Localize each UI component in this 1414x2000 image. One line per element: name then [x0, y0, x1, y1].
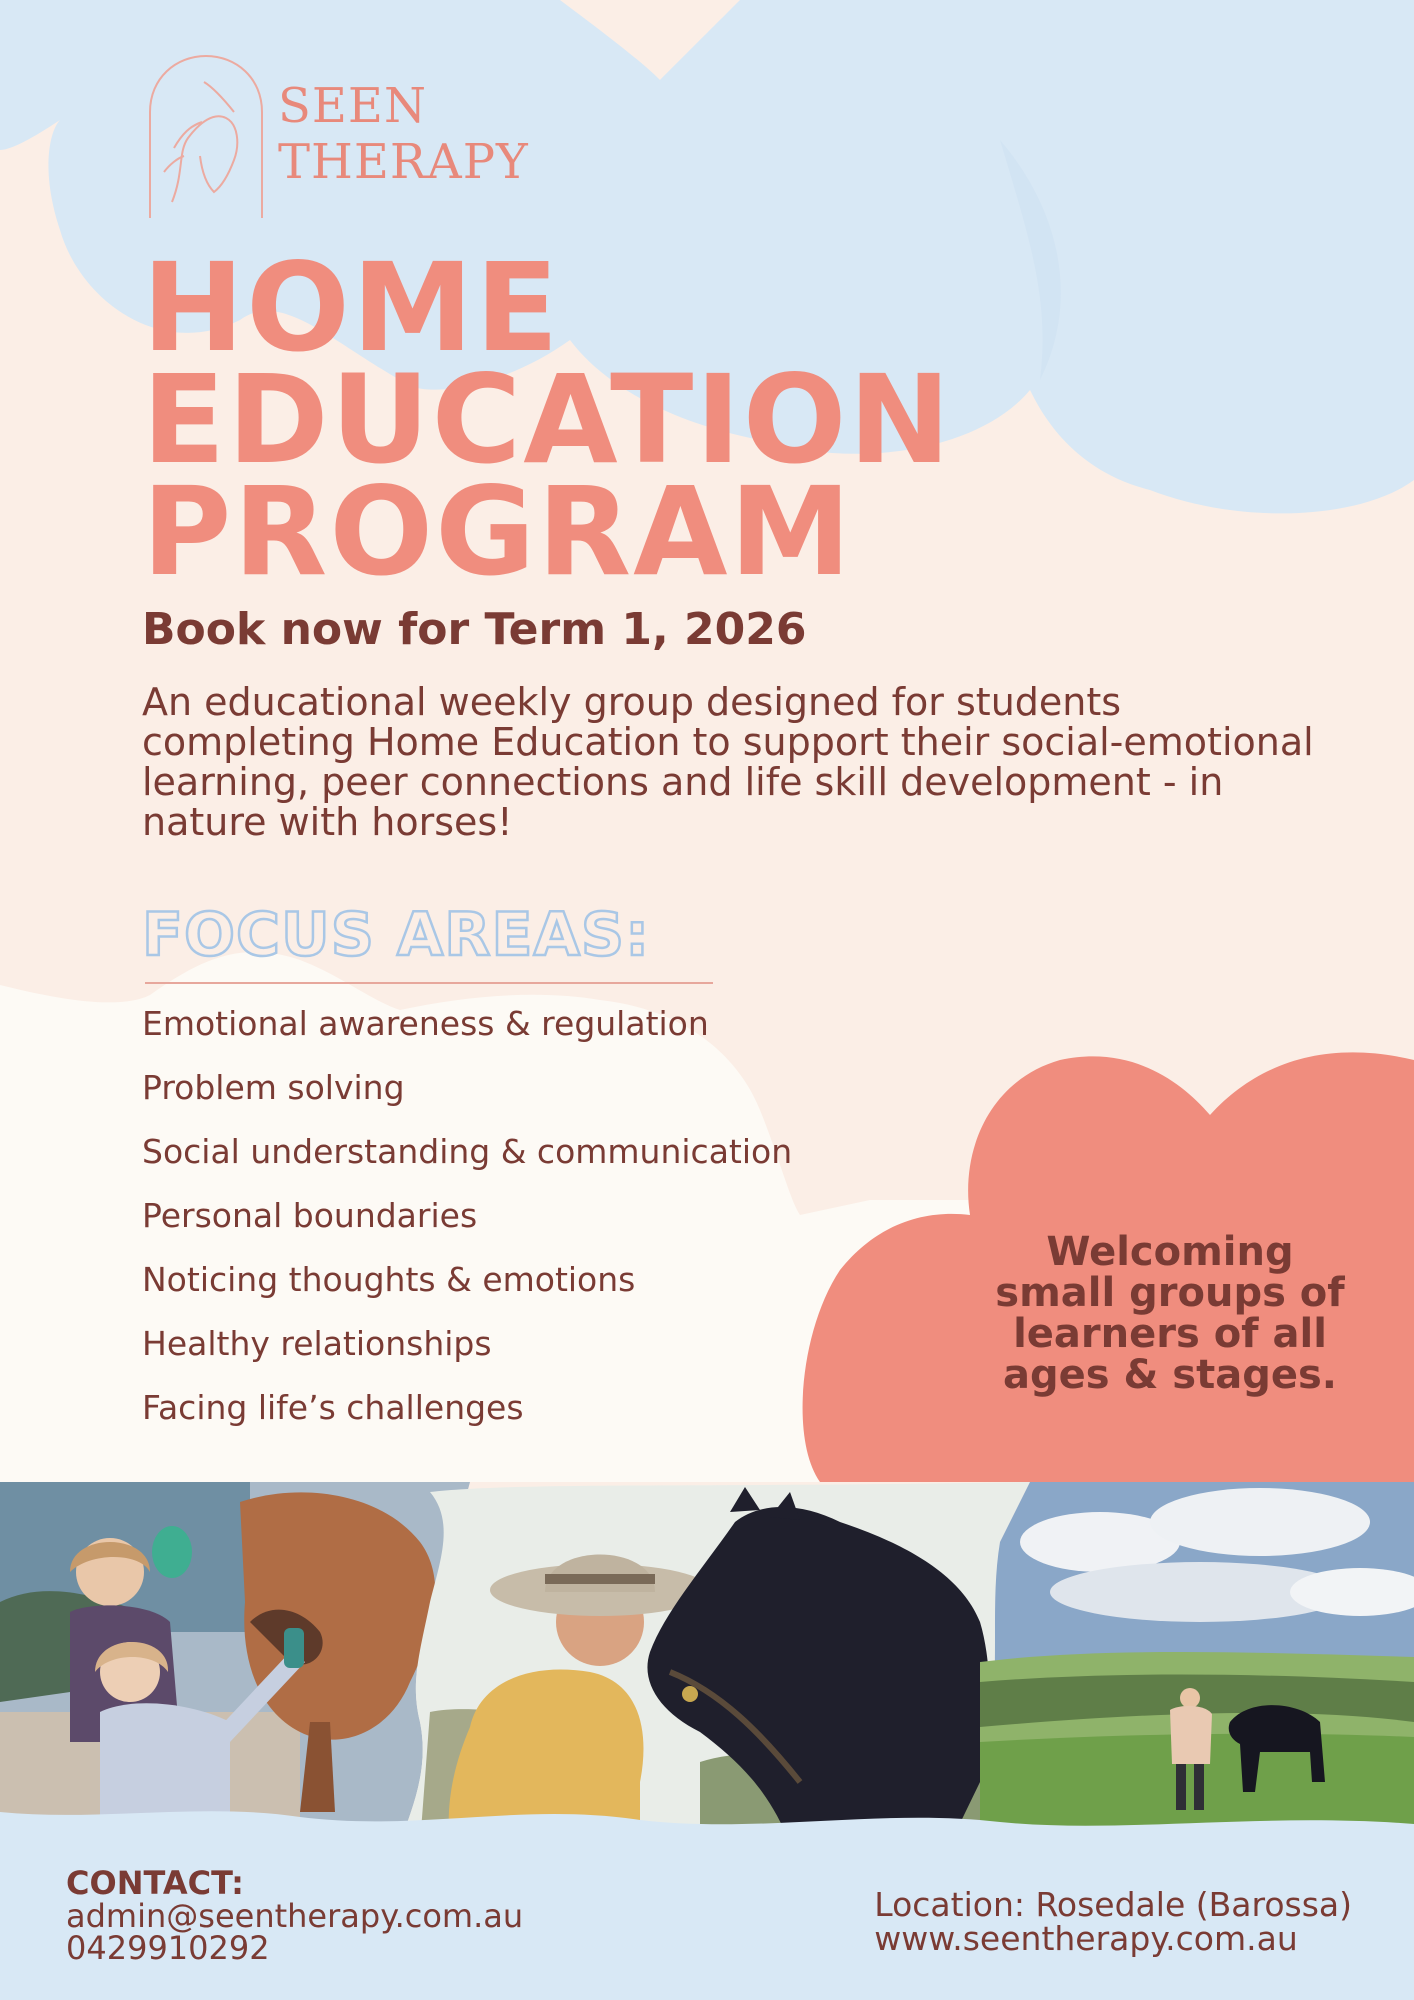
contact-block: [66, 1864, 524, 1967]
location-block: [874, 1885, 1352, 1958]
page-title: [142, 237, 953, 603]
location-place: Location: Rosedale (Barossa): [874, 1885, 1352, 1924]
title-line-3: PROGRAM: [142, 461, 853, 603]
focus-item: Facing life’s challenges: [142, 1388, 524, 1427]
photo-children-grooming-horse: [0, 1482, 470, 1844]
welcome-message: Welcoming small groups of learners of all ages & stages.: [995, 1229, 1345, 1398]
contact-email[interactable]: admin@seentherapy.com.au: [66, 1897, 524, 1935]
logo-wordmark: [278, 78, 529, 190]
title-line-2: EDUCATION: [142, 349, 953, 491]
logo-line-2: THERAPY: [278, 134, 529, 190]
horse-arch-icon: [144, 52, 270, 218]
focus-item: Personal boundaries: [142, 1196, 478, 1235]
focus-divider: [145, 982, 713, 984]
photo-person-with-horse: [400, 1482, 1030, 1844]
booking-subtitle: Book now for Term 1, 2026: [142, 604, 807, 655]
program-description: An educational weekly group designed for students completing Home Education to support their social-emotional learning, peer connections and life skill development - in nature with horses!: [142, 680, 1314, 844]
focus-item: Emotional awareness & regulation: [142, 1004, 709, 1043]
contact-label: CONTACT:: [66, 1864, 244, 1902]
focus-item: Problem solving: [142, 1068, 405, 1107]
focus-areas-heading: FOCUS AREAS:: [142, 900, 651, 970]
title-line-1: HOME: [142, 237, 561, 379]
photo-strip: [0, 1482, 1414, 1844]
focus-item: Healthy relationships: [142, 1324, 492, 1363]
photo-landscape-with-horses: [980, 1482, 1414, 1844]
focus-item: Social understanding & communication: [142, 1132, 793, 1171]
website-link[interactable]: www.seentherapy.com.au: [874, 1919, 1298, 1958]
focus-item: Noticing thoughts & emotions: [142, 1260, 636, 1299]
focus-areas-list: [142, 996, 792, 1444]
contact-phone[interactable]: 0429910292: [66, 1929, 270, 1967]
logo-line-1: SEEN: [278, 78, 427, 134]
logo: [140, 50, 560, 220]
